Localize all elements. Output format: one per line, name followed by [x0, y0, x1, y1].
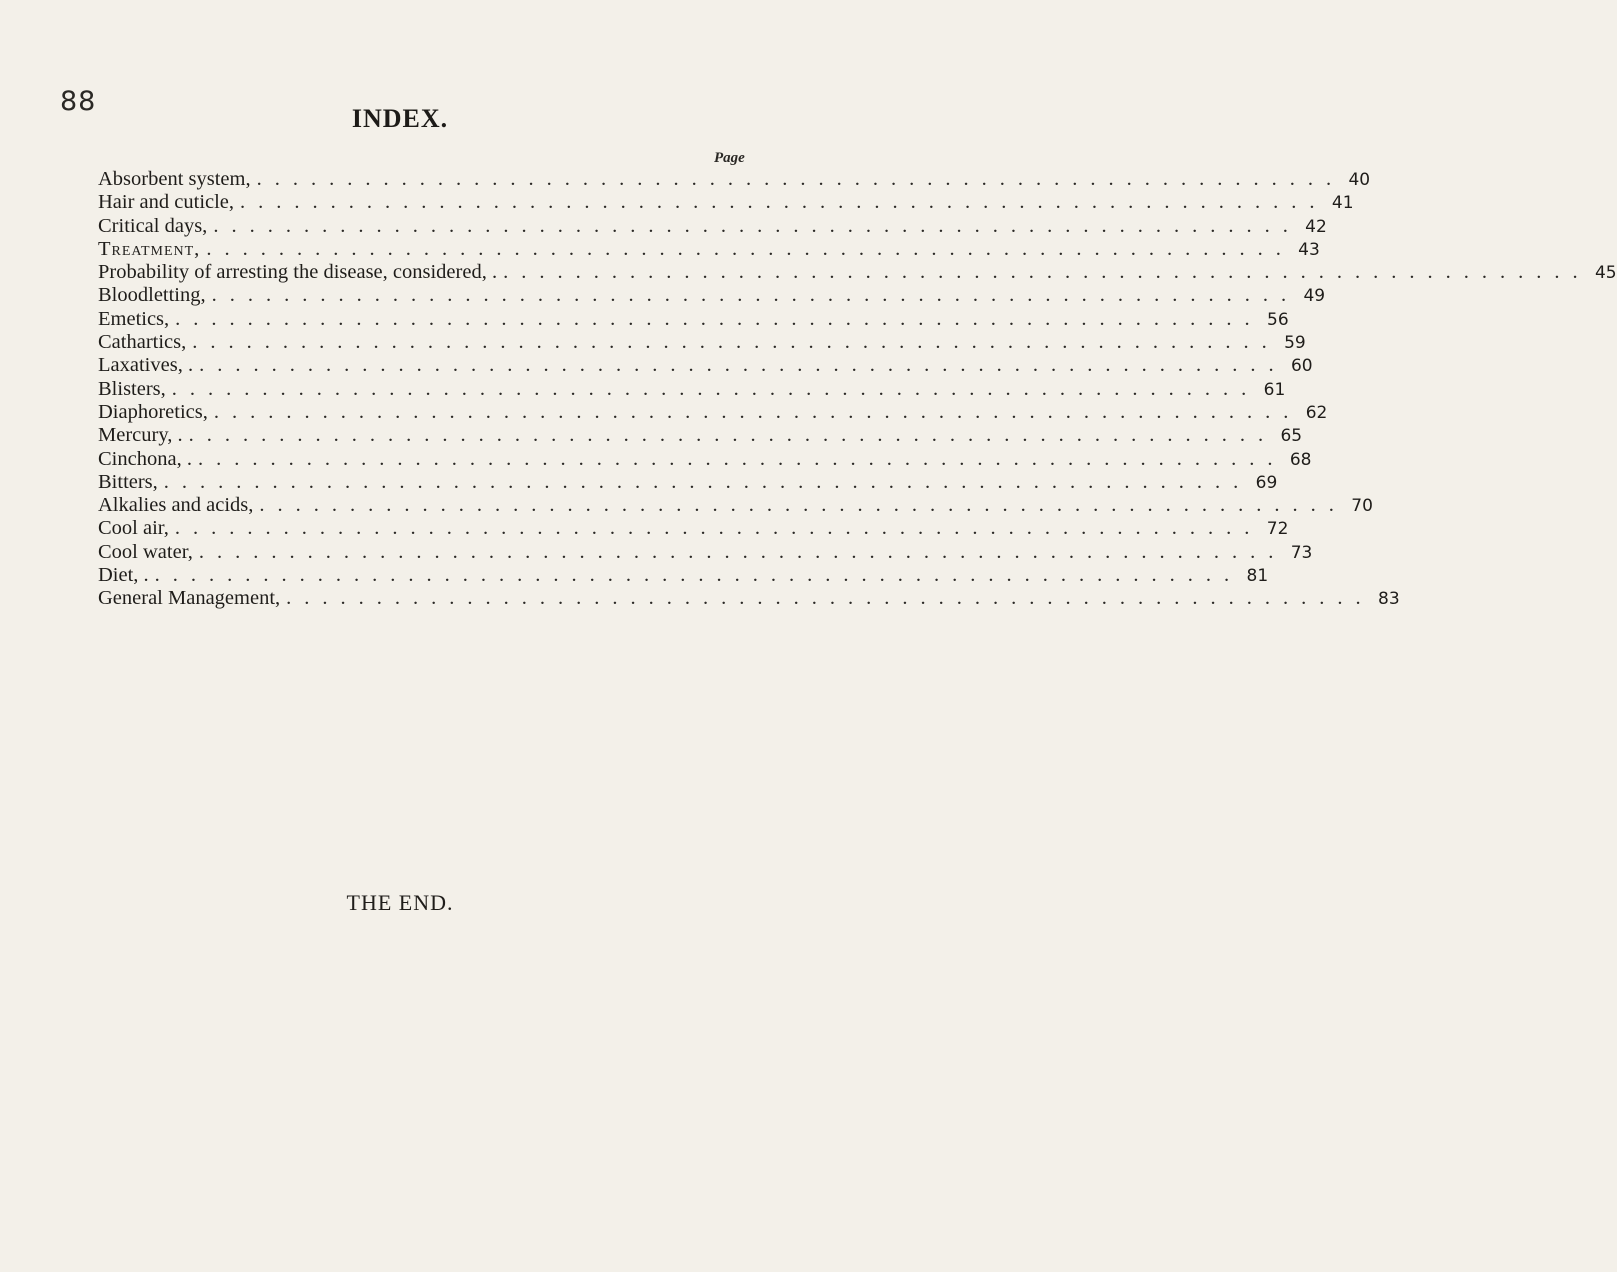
the-end-text: THE END.	[346, 890, 454, 915]
index-entry	[98, 447, 1312, 471]
entry-page: 81	[1246, 566, 1269, 587]
entry-label: Critical days,	[98, 214, 208, 237]
entry-page: 56	[1267, 309, 1289, 330]
index-entry	[98, 377, 1286, 401]
entry-page: 70	[1351, 496, 1373, 517]
index-entries	[98, 168, 1617, 611]
index-entry	[98, 168, 1371, 191]
entry-label: Cathartics,	[98, 331, 187, 354]
entry-label: Cool air,	[98, 517, 169, 540]
index-entry	[98, 587, 1400, 610]
index-entry	[98, 564, 1269, 587]
entry-page: 68	[1289, 449, 1312, 470]
index-entry	[98, 354, 1313, 377]
entry-page: 73	[1290, 542, 1313, 563]
dot-leader: ............................................................	[192, 331, 1280, 354]
dot-leader: ............................................................	[240, 191, 1328, 214]
entry-page: 43	[1298, 239, 1320, 260]
entry-label: Diet, .	[98, 564, 149, 587]
dot-leader: ............................................................	[256, 168, 1345, 190]
index-entry	[98, 331, 1306, 354]
dot-leader: ............................................................	[213, 400, 1302, 423]
entry-label: Hair and cuticle,	[98, 191, 235, 214]
entry-label: Cool water,	[98, 540, 193, 563]
entry-page: 45	[1594, 263, 1617, 284]
index-entry	[98, 540, 1313, 564]
dot-leader: ............................................................	[259, 494, 1347, 517]
index-entry	[98, 191, 1354, 214]
entry-page: 41	[1331, 193, 1354, 214]
entry-page: 40	[1348, 170, 1371, 190]
entry-label: Probability of arresting the disease, considered, .	[98, 261, 498, 284]
entry-label: Treatment,	[98, 237, 201, 260]
index-entry	[98, 400, 1328, 424]
entry-label: General Management,	[98, 587, 281, 610]
index-entry	[98, 237, 1320, 261]
entry-label: Laxatives, .	[98, 354, 194, 377]
dot-leader: ............................................................	[154, 564, 1243, 587]
entry-page: 49	[1303, 286, 1326, 307]
entry-label: Diaphoretics,	[98, 400, 208, 423]
index-heading: INDEX.	[351, 104, 449, 133]
dot-leader: ............................................................	[188, 424, 1277, 447]
entry-page: 65	[1280, 426, 1303, 447]
dot-leader: ............................................................	[503, 261, 1591, 284]
index-entry	[98, 284, 1326, 307]
entry-label: Bitters,	[98, 470, 158, 493]
entry-page: 62	[1305, 402, 1328, 423]
entry-page: 72	[1266, 519, 1289, 540]
dot-leader: ............................................................	[197, 447, 1286, 470]
dot-leader: ............................................................	[206, 237, 1294, 260]
dot-leader: ............................................................	[198, 540, 1287, 563]
index-entry	[98, 424, 1303, 447]
index-entry	[98, 470, 1278, 494]
index-entry	[98, 214, 1327, 238]
entry-label: Cinchona, .	[98, 447, 192, 470]
entry-label: Alkalies and acids,	[98, 494, 254, 517]
entry-page: 83	[1378, 589, 1400, 610]
dot-leader: ............................................................	[213, 214, 1301, 237]
dot-leader: ............................................................	[175, 307, 1263, 330]
index-entry	[98, 307, 1289, 331]
entry-page: 59	[1284, 333, 1306, 354]
dot-leader: ............................................................	[174, 517, 1263, 540]
index-entry	[98, 494, 1373, 517]
entry-label: Absorbent system,	[98, 168, 251, 190]
entry-label: Bloodletting,	[98, 284, 206, 307]
index-entry	[98, 261, 1617, 284]
dot-leader: ............................................................	[199, 354, 1287, 377]
entry-label: Blisters,	[98, 377, 166, 400]
entry-label: Emetics,	[98, 307, 170, 330]
entry-page: 69	[1255, 472, 1278, 493]
dot-leader: ............................................................	[171, 377, 1260, 400]
page-column-label: Page	[714, 150, 745, 166]
page-number: 88	[60, 86, 97, 117]
index-entry	[98, 517, 1289, 540]
entry-label: Mercury, .	[98, 424, 183, 447]
dot-leader: ............................................................	[211, 284, 1300, 307]
entry-page: 60	[1290, 356, 1313, 377]
entry-page: 61	[1263, 379, 1286, 400]
entry-page: 42	[1305, 216, 1327, 237]
dot-leader: ............................................................	[163, 470, 1252, 493]
dot-leader: ............................................................	[286, 587, 1374, 610]
